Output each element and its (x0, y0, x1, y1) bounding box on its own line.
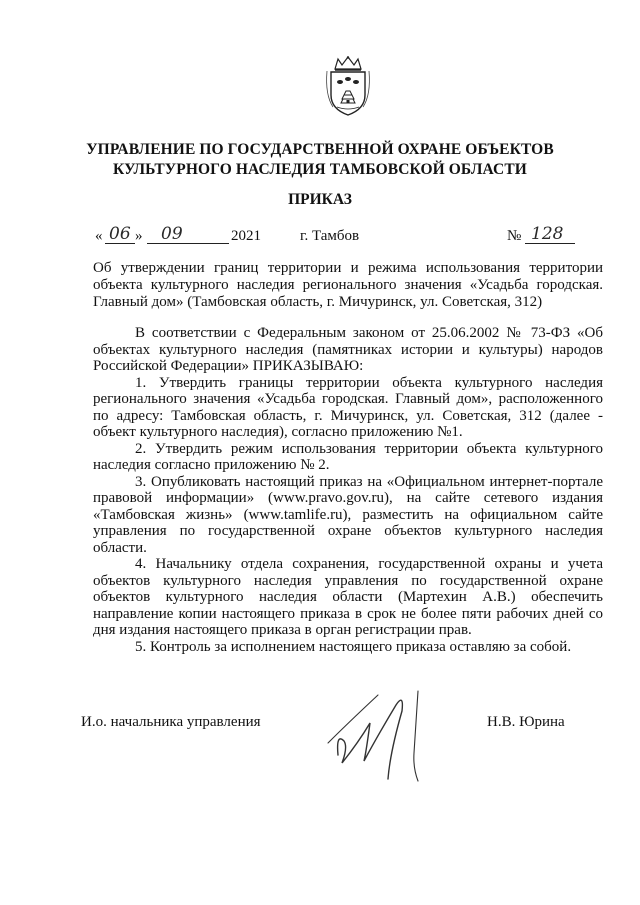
item-5: 5. Контроль за исполнением настоящего приказа оставляю за собой. (135, 638, 572, 655)
tambov-coat-of-arms-icon (323, 55, 373, 117)
date-year: 2021 (231, 228, 261, 244)
number-label: № (507, 228, 522, 244)
item-2: 2. Утвердить режим использования территории объекта культурного наследия согласно приложению № 2. (93, 440, 603, 473)
document-type: ПРИКАЗ (288, 191, 352, 208)
date-open-quote: « (95, 228, 103, 244)
date-month: 09 (161, 224, 183, 244)
organization-name-line2: КУЛЬТУРНОГО НАСЛЕДИЯ ТАМБОВСКОЙ ОБЛАСТИ (113, 161, 527, 178)
item-4: 4. Начальнику отдела сохранения, государственной охраны и учета объектов культурного наследия управления по государственной охране объектов культурного наследия области (Мартехин А.В.) обеспечить направление копии настоящего приказа в срок не более пяти рабочих дней со дня издания настоящего приказа в орган регистрации прав. (93, 556, 603, 638)
organization-name-line1: УПРАВЛЕНИЕ ПО ГОСУДАРСТВЕННОЙ ОХРАНЕ ОБЪЕКТОВ (86, 141, 554, 158)
signatory-position: И.о. начальника управления (81, 714, 261, 730)
item-3: 3. Опубликовать настоящий приказ на «Официальном интернет-портале правовой информации» (www.pravo.gov.ru), на сайте сетевого издания «Тамбовская жизнь» (www.tamlife.ru), разместить на официальном сайте управления по государственной охране объектов культурного наследия области. (93, 473, 603, 556)
date-day: 06 (109, 224, 131, 244)
city: г. Тамбов (300, 228, 360, 244)
month-underline (147, 226, 229, 244)
document-title: Об утверждении границ территории и режима использования территории объекта культурного наследия регионального значения «Усадьба городская. Главный дом» (Тамбовская область, г. Мичуринск, ул. Советская, 312) (93, 260, 603, 310)
signatory-name: Н.В. Юрина (487, 714, 565, 730)
handwritten-signature-icon (318, 683, 448, 783)
document-number: 128 (531, 224, 564, 244)
document-body (93, 325, 603, 655)
intro-paragraph: В соответствии с Федеральным законом от 25.06.2002 № 73-ФЗ «Об объектах культурного наследия (памятниках истории и культуры) народов Российской Федерации» ПРИКАЗЫВАЮ: (93, 325, 603, 374)
item-1: 1. Утвердить границы территории объекта культурного наследия регионального значения «Усадьба городская. Главный дом», расположенного по адресу: Тамбовская область, г. Мичуринск, ул. Советская, 312 (далее - объект культурного наследия), согласно приложению №1. (93, 374, 603, 440)
date-close-quote: » (135, 228, 143, 244)
date-number-row (93, 226, 603, 250)
